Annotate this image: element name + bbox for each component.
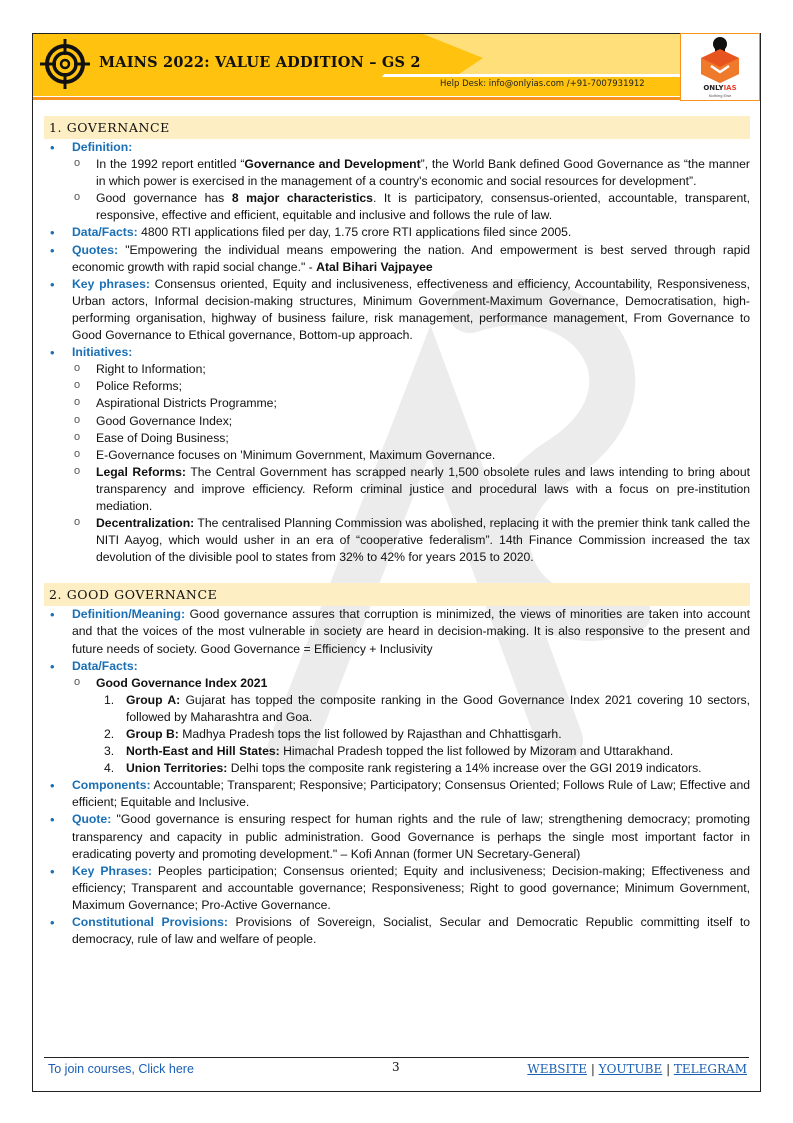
footer-divider	[44, 1057, 749, 1058]
bullet-components: • Components: Accountable; Transparent; Responsive; Participatory; Consensus Oriented; Follows Rule of Law; Effective and efficient; Equitable and Inclusive.	[44, 777, 750, 811]
section-heading: 2. GOOD GOVERNANCE	[44, 583, 750, 606]
initiative-item: ο Ease of Doing Business;	[44, 430, 750, 447]
logo-wordmark: ONLYIAS	[703, 84, 737, 92]
ggi-item: 2. Group B: Madhya Pradesh tops the list followed by Rajasthan and Chhattisgarh.	[104, 727, 562, 741]
onlyias-logo	[680, 33, 760, 101]
definition-item: ο In the 1992 report entitled “Governance and Development”, the World Bank defined Good Governance as “the manner in which power is exercised in the management of a country's economic and social resources for development”.	[44, 156, 750, 190]
ggi-heading: ο Good Governance Index 2021	[44, 675, 750, 692]
bullet-quotes: • Quotes: "Empowering the individual means empowering the nation. And empowerment is best served through rapid economic growth with rapid social change." - Atal Bihari Vajpayee	[44, 242, 750, 276]
telegram-link[interactable]: TELEGRAM	[673, 1062, 747, 1076]
document-title: MAINS 2022: VALUE ADDITION – GS 2	[99, 54, 421, 71]
logo-emblem-icon	[689, 36, 751, 84]
initiative-item: ο Aspirational Districts Programme;	[44, 395, 750, 412]
link-separator: |	[662, 1062, 674, 1076]
bullet-key-phrases: • Key phrases: Consensus oriented, Equity and inclusiveness, effectiveness and efficiency, Accountability, Responsiveness, Urban actors, Informal decision-making structures, Minimum Government-Maximum Governance, Democratisation, high-performing organisation, highway of business failure, risk management, performance management, From Governance to Good Governance to Ethical governance, Bottom-up approach.	[44, 276, 750, 344]
page-header	[33, 34, 760, 99]
header-accent-line	[33, 97, 760, 100]
website-link[interactable]: WEBSITE	[527, 1062, 587, 1076]
page-number: 3	[392, 1060, 400, 1074]
ggi-item: 4. Union Territories: Delhi tops the composite rank registering a 14% increase over the GGI 2019 indicators.	[104, 761, 702, 776]
document-body	[44, 116, 750, 948]
bullet-definition-meaning: • Definition/Meaning: Good governance assures that corruption is minimized, the views of minorities are taken into account and that the voices of the most vulnerable in society are heard in decision-making. It is also responsive to the present and future needs of society. Good Governance = Efficiency + Inclusivity	[44, 606, 750, 657]
helpdesk-contact: Help Desk: info@onlyias.com /+91-7007931912	[440, 79, 645, 89]
initiative-item: ο Right to Information;	[44, 361, 750, 378]
bullet-definition: • Definition:	[44, 139, 750, 156]
initiative-decentralization: ο Decentralization: The centralised Planning Commission was abolished, replacing it with the premier think tank called the NITI Aayog, which would usher in an era of “cooperative federalism”. 14th Finance Commission increased the tax devolution of the divisible pool to states from 32% to 42% for years 2015 to 2020.	[44, 515, 750, 566]
bullet-quote: • Quote: "Good governance is ensuring respect for human rights and the rule of law; strengthening democracy; promoting transparency and capacity in public administration. Good Governance is perhaps the single most important factor in eradicating poverty and promoting development." – Kofi Annan (former UN Secretary-General)	[44, 811, 750, 862]
ggi-item: 1. Group A: Gujarat has topped the composite ranking in the Good Governance Index 2021 covering 10 sectors, followed by Maharashtra and Goa.	[104, 692, 750, 724]
initiative-item: ο E-Governance focuses on 'Minimum Government, Maximum Governance.	[44, 447, 750, 464]
bullet-initiatives: • Initiatives:	[44, 344, 750, 361]
join-courses-link[interactable]: To join courses, Click here	[48, 1062, 194, 1076]
header-divider	[382, 74, 695, 77]
bullet-key-phrases: • Key Phrases: Peoples participation; Consensus oriented; Equity and inclusiveness; Decision-making; Effectiveness and efficiency; Transparent and accountable governance; Responsiveness; Right to good governance; Minimum Government, Maximum Governance; Pro-Active Governance.	[44, 863, 750, 914]
link-separator: |	[587, 1062, 599, 1076]
initiative-item: ο Good Governance Index;	[44, 413, 750, 430]
youtube-link[interactable]: YOUTUBE	[598, 1062, 663, 1076]
logo-tagline: Nothing Else	[708, 93, 732, 98]
social-links	[527, 1062, 747, 1076]
bullet-data-facts: • Data/Facts:	[44, 658, 750, 675]
section-heading: 1. GOVERNANCE	[44, 116, 750, 139]
bullet-constitutional-provisions: • Constitutional Provisions: Provisions of Sovereign, Socialist, Secular and Democratic Republic committing itself to democracy, rule of law and welfare of people.	[44, 914, 750, 948]
target-icon	[39, 38, 91, 90]
initiative-item: ο Police Reforms;	[44, 378, 750, 395]
definition-item: ο Good governance has 8 major characteristics. It is participatory, consensus-oriented, accountable, transparent, responsive, effective and efficient, equitable and inclusive and follows the rule of law.	[44, 190, 750, 224]
bullet-data-facts: • Data/Facts: 4800 RTI applications filed per day, 1.75 crore RTI applications filed since 2005.	[44, 224, 750, 241]
initiative-legal-reforms: ο Legal Reforms: The Central Government has scrapped nearly 1,500 obsolete rules and laws intending to bring about transparency and improve efficiency. Reform criminal justice and procedural laws with a focus on pre-institution mediation.	[44, 464, 750, 515]
ggi-item: 3. North-East and Hill States: Himachal Pradesh topped the list followed by Mizoram and Uttarakhand.	[104, 744, 674, 759]
